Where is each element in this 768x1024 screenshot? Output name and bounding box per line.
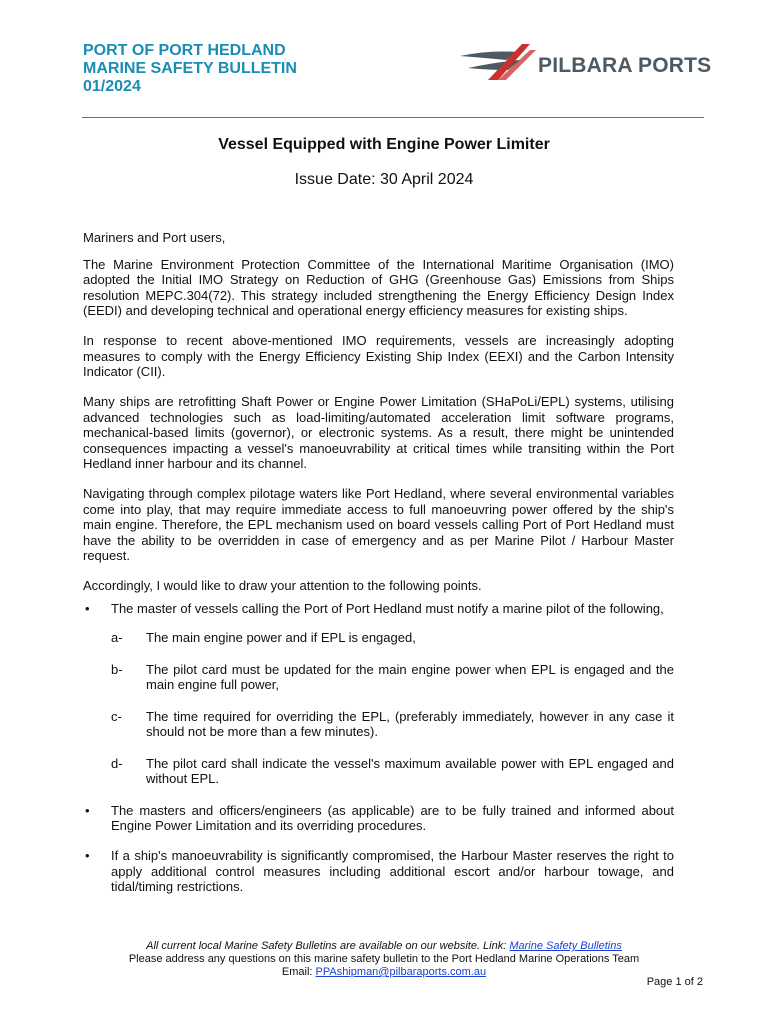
list-item [83, 601, 674, 787]
sub-list-marker: b- [111, 661, 123, 677]
footer-email-label: Email: [281, 966, 316, 978]
sub-list-marker: d- [111, 755, 123, 771]
paragraph: In response to recent above-mentioned IMO requirements, vessels are increasingly adopting measures to comply with the Energy Efficiency Existing Ship Index (EEXI) and the Carbon Intensity Indicator (CII). [83, 333, 674, 379]
sub-list-item [111, 709, 674, 740]
sub-list-item [111, 756, 674, 787]
document-title: Vessel Equipped with Engine Power Limiter [218, 136, 550, 153]
bullet-icon: • [85, 600, 90, 616]
salutation: Mariners and Port users, [83, 230, 226, 245]
bulletin-header [83, 42, 297, 96]
header-bulletin-number: 01/2024 [83, 78, 141, 95]
marine-safety-bulletins-link[interactable]: Marine Safety Bulletins [509, 940, 622, 952]
sub-list [111, 630, 674, 787]
footer [0, 940, 768, 979]
page-number: Page 1 of 2 [646, 976, 703, 988]
list-item-text: If a ship's manoeuvrability is significantly compromised, the Harbour Master reserves the right to apply additional control measures including additional escort and/or harbour towage, and tidal/timing restrictions. [111, 848, 674, 894]
paragraph: The Marine Environment Protection Committee of the International Maritime Organisation (IMO) adopted the Initial IMO Strategy on Reduction of GHG (Greenhouse Gas) Emissions from Ships resolution MEPC.304(72). This strategy included strengthening the Energy Efficiency Design Index (EEDI) and developing technical and operational energy efficiency measures for existing ships. [83, 256, 674, 318]
sub-list-text: The pilot card must be updated for the main engine power when EPL is engaged and the main engine full power, [146, 661, 674, 692]
footer-contact-line: Please address any questions on this marine safety bulletin to the Port Hedland Marine Operations Team [128, 953, 640, 965]
footer-website-line [0, 940, 768, 953]
paragraph: Navigating through complex pilotage waters like Port Hedland, where several environmental variables come into play, that may require immediate access to full manoeuvring power offered by the ship's main engine. Therefore, the EPL mechanism used on board vessels calling Port of Port Hedland must have the ability to be overridden in case of emergency and as per Marine Pilot / Harbour Master request. [83, 486, 674, 563]
paragraph: Many ships are retrofitting Shaft Power or Engine Power Limitation (SHaPoLi/EPL) systems, utilising advanced technologies such as load-limiting/automated acceleration limit software programs, mechanical-based limits (governor), or electronic systems. As a result, there might be unintended consequences impacting a vessel's manoeuvrability at critical times while transiting within the Port Hedland inner harbour and its channel. [83, 394, 674, 471]
bullet-icon: • [85, 848, 90, 863]
footer-website-text: All current local Marine Safety Bulletins are available on our website. Link: [146, 940, 510, 952]
email-link[interactable]: PPAshipman@pilbaraports.com.au [315, 966, 487, 978]
sub-list-marker: a- [111, 630, 123, 645]
list-item [83, 848, 674, 895]
sub-list-text: The pilot card shall indicate the vessel's maximum available power with EPL engaged and without EPL. [146, 755, 674, 786]
pilbara-ports-logo [458, 40, 712, 84]
list-item-text: The master of vessels calling the Port of Port Hedland must notify a marine pilot of the following, [111, 600, 664, 616]
issue-date: Issue Date: 30 April 2024 [294, 171, 474, 188]
sub-list-item [111, 662, 674, 693]
sub-list-item [111, 630, 674, 646]
sub-list-text: The main engine power and if EPL is engaged, [146, 630, 416, 645]
header-divider [82, 117, 704, 118]
sub-list-text: The time required for overriding the EPL, (preferably immediately, however in any case it should not be more than a few minutes). [146, 708, 674, 739]
bulletin-body [83, 230, 674, 909]
list-item [83, 803, 674, 834]
list-item-text: The masters and officers/engineers (as applicable) are to be fully trained and informed about Engine Power Limitation and its overriding procedures. [111, 802, 674, 833]
header-bulletin-type: MARINE SAFETY BULLETIN [83, 60, 297, 77]
header-port-name: PORT OF PORT HEDLAND [83, 42, 286, 59]
points-intro: Accordingly, I would like to draw your attention to the following points. [83, 578, 482, 593]
bullet-icon: • [85, 802, 90, 818]
pilbara-ports-logo-mark-icon [458, 40, 538, 84]
points-list [83, 601, 674, 895]
pilbara-ports-logo-text: PILBARA PORTS [538, 54, 712, 77]
sub-list-marker: c- [111, 708, 122, 724]
